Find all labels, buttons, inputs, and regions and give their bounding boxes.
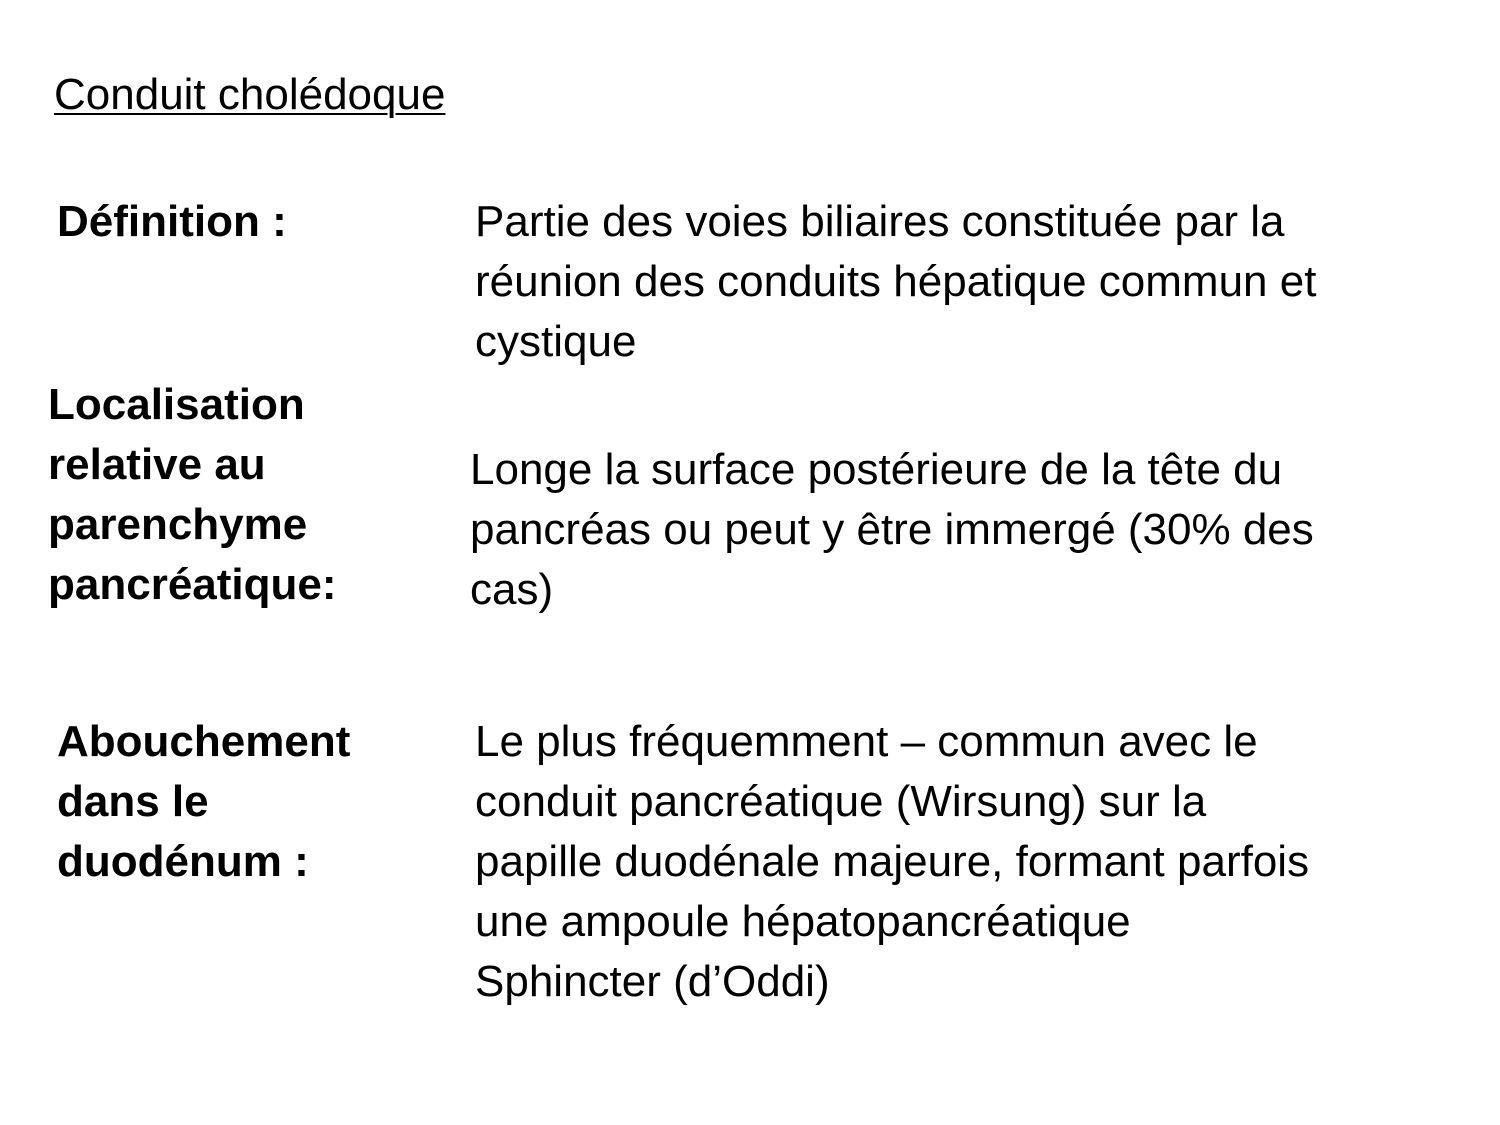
text-line: cystique (475, 317, 637, 366)
label-line: dans le (57, 777, 209, 826)
abouchement-label (57, 712, 350, 892)
definition-label (57, 192, 287, 252)
abouchement-text (475, 712, 1309, 1012)
text-line: papille duodénale majeure, formant parfois (475, 837, 1310, 886)
label-line: pancréatique: (48, 560, 337, 609)
text-line: cas) (470, 565, 554, 614)
text-line: Sphincter (d’Oddi) (475, 957, 830, 1006)
definition-text (475, 192, 1316, 372)
text-line: une ampoule hépatopancréatique (475, 897, 1131, 946)
label-line: parenchyme (48, 500, 308, 549)
text-line: Longe la surface postérieure de la tête du (470, 445, 1283, 494)
label-line: Localisation (48, 380, 305, 429)
text-line: conduit pancréatique (Wirsung) sur la (475, 777, 1207, 826)
localisation-text (470, 440, 1314, 620)
label-line: Définition : (57, 197, 287, 246)
page-title: Conduit cholédoque (54, 70, 446, 119)
text-line: Le plus fréquemment – commun avec le (475, 717, 1258, 766)
label-line: relative au (48, 440, 266, 489)
localisation-label (48, 375, 337, 615)
label-line: Abouchement (57, 717, 351, 766)
text-line: réunion des conduits hépatique commun et (475, 257, 1317, 306)
text-line: Partie des voies biliaires constituée par la (475, 197, 1285, 246)
text-line: pancréas ou peut y être immergé (30% des (470, 505, 1314, 554)
label-line: duodénum : (57, 837, 309, 886)
